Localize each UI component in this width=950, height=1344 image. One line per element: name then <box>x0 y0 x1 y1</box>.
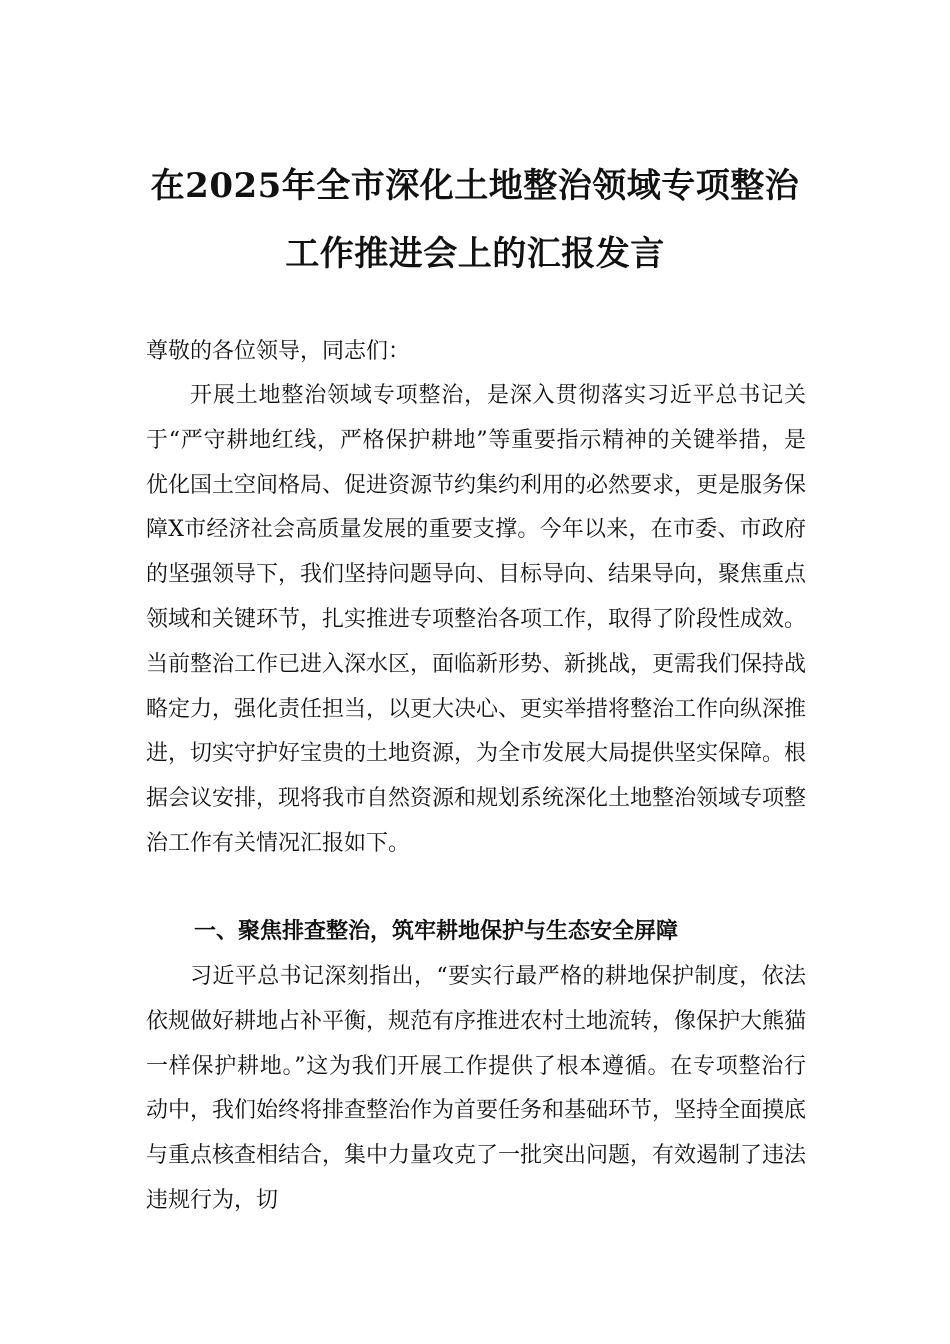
greeting: 尊敬的各位领导，同志们： <box>146 339 411 364</box>
document-title-line-2: 工作推进会上的汇报发言 <box>285 234 665 274</box>
section-heading-1: 一、聚焦排查整治，筑牢耕地保护与生态安全屏障 <box>194 919 679 944</box>
paragraph-intro: 开展土地整治领域专项整治，是深入贯彻落实习近平总书记关于“严守耕地红线，严格保护耕地”等重要指示精神的关键举措，是优化国土空间格局、促进资源节约集约利用的必然要求，更是服务保障X市经济社会高质量发展的重要支撑。今年以来，在市委、市政府的坚强领导下，我们坚持问题导向、目标导向、结果导向，聚焦重点领域和关键环节，扎实推进专项整治各项工作，取得了阶段性成效。当前整治工作已进入深水区，面临新形势、新挑战，更需我们保持战略定力，强化责任担当，以更大决心、更实举措将整治工作向纵深推进，切实守护好宝贵的土地资源，为全市发展大局提供坚实保障。根据会议安排，现将我市自然资源和规划系统深化土地整治领域专项整治工作有关情况汇报如下。 <box>146 383 807 856</box>
document-title-line-1: 在2025年全市深化土地整治领域专项整治 <box>150 166 800 206</box>
paragraph-section-1: 习近平总书记深刻指出，“要实行最严格的耕地保护制度，依法依规做好耕地占补平衡，规范有序推进农村土地流转，像保护大熊猫一样保护耕地。”这为我们开展工作提供了根本遵循。在专项整治行动中，我们始终将排查整治作为首要任务和基础环节，坚持全面摸底与重点核查相结合，集中力量攻克了一批突出问题，有效遏制了违法违规行为，切 <box>146 964 807 1213</box>
